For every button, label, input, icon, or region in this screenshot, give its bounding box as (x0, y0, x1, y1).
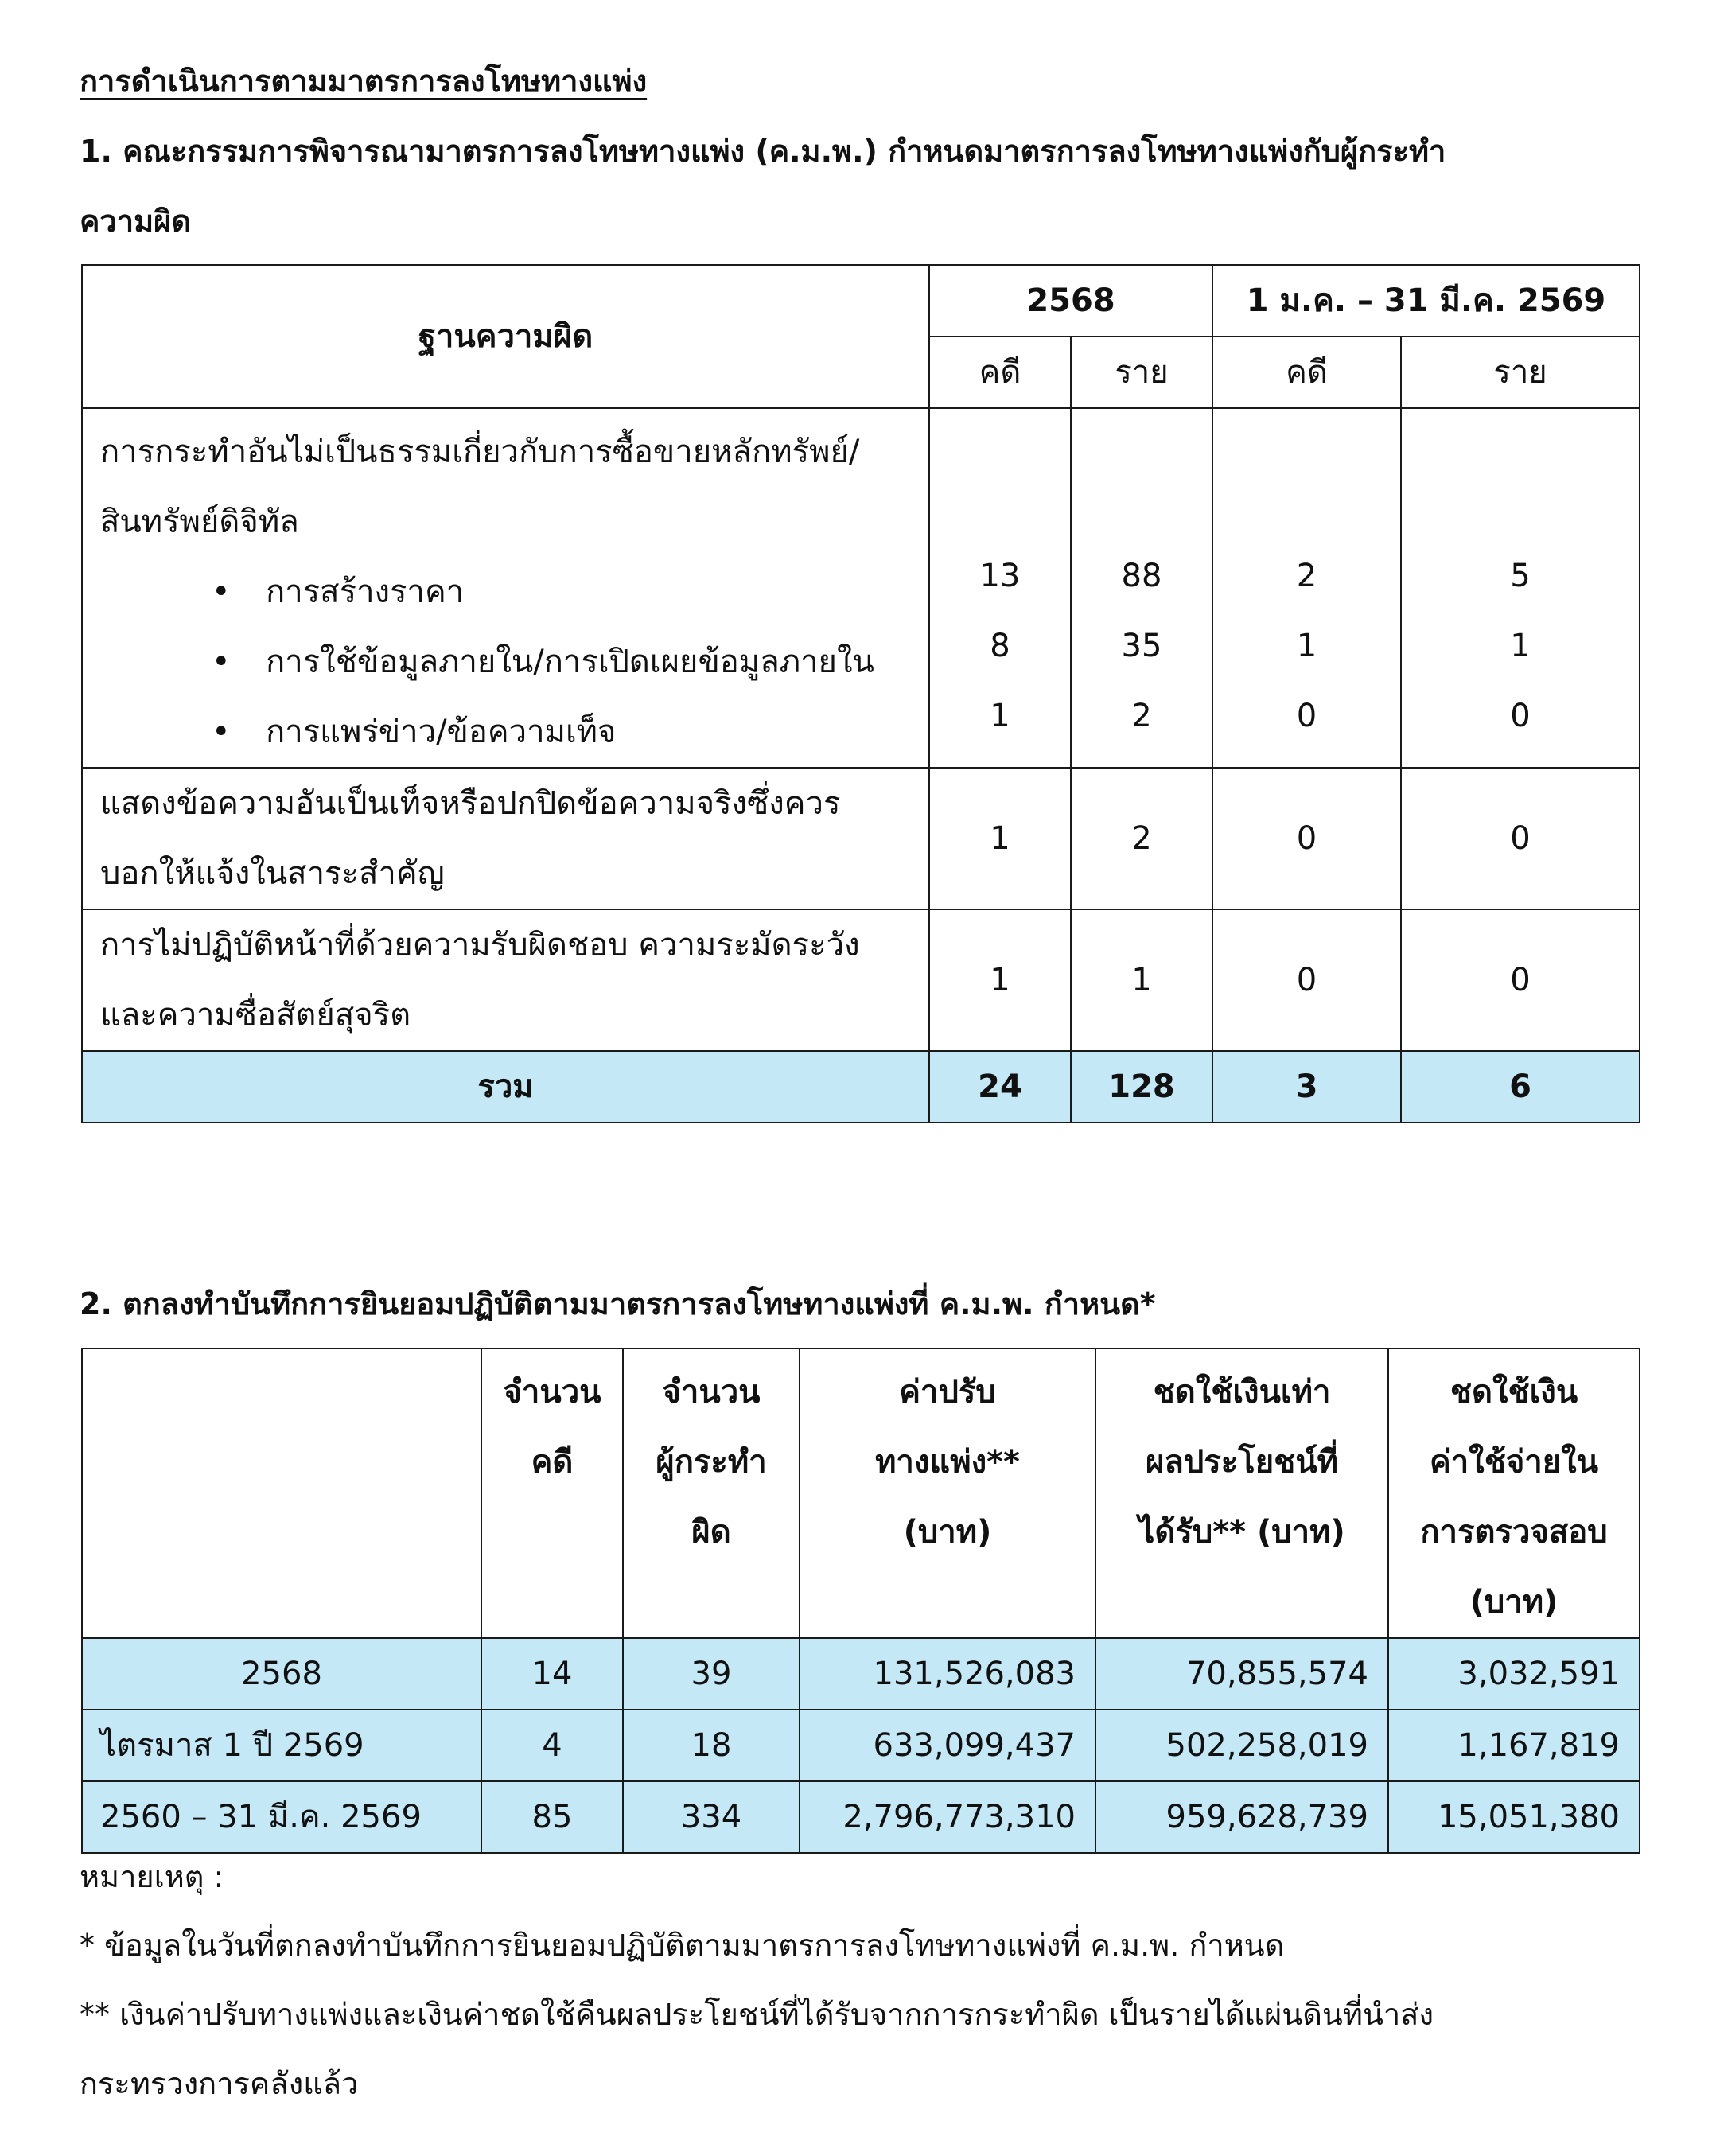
benefit-cell: 502,258,019 (1095, 1710, 1388, 1781)
note-2-continued: กระทรวงการคลังแล้ว (80, 2066, 359, 2101)
bullet-icon: • (212, 574, 231, 610)
cases-2568-cell: 1 (929, 768, 1071, 909)
total-cases-2568: 24 (929, 1051, 1071, 1123)
list-item: • การใช้ข้อมูลภายใน/การเปิดเผยข้อมูลภายใน (100, 627, 928, 697)
fine-cell: 2,796,773,310 (800, 1781, 1095, 1853)
persons-2568-cell: 1 (1071, 909, 1212, 1051)
table-row (82, 1638, 1640, 1710)
table-row (82, 1710, 1640, 1781)
cases-2569-cell: 0 (1212, 909, 1401, 1051)
table-row (82, 408, 1640, 768)
unfair-trading-label (82, 408, 929, 768)
total-row (82, 1051, 1640, 1123)
notes-label: หมายเหตุ : (80, 1859, 224, 1894)
cases-cell: 4 (481, 1710, 623, 1781)
total-cases-2569: 3 (1212, 1051, 1401, 1123)
persons-2568-cell: 88 35 2 (1071, 408, 1212, 768)
header-period-2569: 1 ม.ค. – 31 มี.ค. 2569 (1212, 265, 1640, 337)
total-persons-2569: 6 (1401, 1051, 1640, 1123)
persons-2569-cell: 5 1 0 (1401, 408, 1640, 768)
header-cases: จำนวน คดี (481, 1348, 623, 1638)
header-cases-2569: คดี (1212, 337, 1401, 408)
bullet-icon: • (212, 714, 231, 750)
header-offense-basis: ฐานความผิด (82, 265, 929, 408)
cases-cell: 85 (481, 1781, 623, 1853)
fine-cell: 131,526,083 (800, 1638, 1095, 1710)
false-statement-label: แสดงข้อความอันเป็นเท็จหรือปกปิดข้อความจริงซึ่งควร บอกให้แจ้งในสาระสำคัญ (82, 768, 929, 909)
header-year-2568: 2568 (929, 265, 1212, 337)
header-investigation-expense: ชดใช้เงิน ค่าใช้จ่ายใน การตรวจสอบ (บาท) (1388, 1348, 1640, 1638)
header-civil-fine: ค่าปรับ ทางแพ่ง** (บาท) (800, 1348, 1095, 1638)
header-persons-2569: ราย (1401, 337, 1640, 408)
cases-2569-cell: 0 (1212, 768, 1401, 909)
expense-cell: 1,167,819 (1388, 1710, 1640, 1781)
table-row (82, 1781, 1640, 1853)
unfair-trading-label-line2: สินทรัพย์ดิจิทัล (100, 504, 299, 540)
offenders-cell: 334 (623, 1781, 800, 1853)
persons-2569-cell: 0 (1401, 909, 1640, 1051)
note-1: * ข้อมูลในวันที่ตกลงทำบันทึกการยินยอมปฏิบัติตามมาตรการลงโทษทางแพ่งที่ ค.ม.พ. กำหนด (80, 1928, 1285, 1963)
period-cell: 2560 – 31 มี.ค. 2569 (82, 1781, 481, 1853)
persons-2569-cell: 0 (1401, 768, 1640, 909)
expense-cell: 15,051,380 (1388, 1781, 1640, 1853)
cases-cell: 14 (481, 1638, 623, 1710)
expense-cell: 3,032,591 (1388, 1638, 1640, 1710)
settlement-table (81, 1348, 1640, 1854)
duty-failure-label: การไม่ปฏิบัติหน้าที่ด้วยความรับผิดชอบ ความระมัดระวัง และความซื่อสัตย์สุจริต (82, 909, 929, 1051)
header-offenders: จำนวน ผู้กระทำ ผิด (623, 1348, 800, 1638)
cases-2568-cell: 1 (929, 909, 1071, 1051)
persons-2568-cell: 2 (1071, 768, 1212, 909)
settlement-header-row (82, 1348, 1640, 1638)
total-label: รวม (82, 1051, 929, 1123)
table-row (82, 768, 1640, 909)
offenders-cell: 39 (623, 1638, 800, 1710)
cases-2569-cell: 2 1 0 (1212, 408, 1401, 768)
cases-2568-cell: 13 8 1 (929, 408, 1071, 768)
section1-heading: 1. คณะกรรมการพิจารณามาตรการลงโทษทางแพ่ง (ค.ม.พ.) กำหนดมาตรการลงโทษทางแพ่งกับผู้กระทำ (80, 134, 1446, 169)
header-blank (82, 1348, 481, 1638)
header-cases-2568: คดี (929, 337, 1071, 408)
header-benefit-compensation: ชดใช้เงินเท่า ผลประโยชน์ที่ ได้รับ** (บาท) (1095, 1348, 1388, 1638)
benefit-cell: 70,855,574 (1095, 1638, 1388, 1710)
fine-cell: 633,099,437 (800, 1710, 1095, 1781)
bullet-icon: • (212, 644, 231, 680)
unfair-trading-label-line1: การกระทำอันไม่เป็นธรรมเกี่ยวกับการซื้อขายหลักทรัพย์/ (100, 434, 860, 470)
list-item: • การแพร่ข่าว/ข้อความเท็จ (100, 697, 928, 767)
offenders-cell: 18 (623, 1710, 800, 1781)
period-cell: 2568 (82, 1638, 481, 1710)
civil-sanction-offense-table (81, 264, 1640, 1123)
note-2: ** เงินค่าปรับทางแพ่งและเงินค่าชดใช้คืนผลประโยชน์ที่ได้รับจากการกระทำผิด เป็นรายได้แผ่นดินที่นำส่ง (80, 1997, 1434, 2032)
total-persons-2568: 128 (1071, 1051, 1212, 1123)
table-row (82, 909, 1640, 1051)
period-cell: ไตรมาส 1 ปี 2569 (82, 1710, 481, 1781)
section1-heading-continued: ความผิด (80, 204, 192, 239)
document-title: การดำเนินการตามมาตรการลงโทษทางแพ่ง (80, 64, 648, 99)
header-persons-2568: ราย (1071, 337, 1212, 408)
list-item: • การสร้างราคา (100, 557, 928, 627)
section2-heading: 2. ตกลงทำบันทึกการยินยอมปฏิบัติตามมาตรการลงโทษทางแพ่งที่ ค.ม.พ. กำหนด* (80, 1286, 1156, 1321)
benefit-cell: 959,628,739 (1095, 1781, 1388, 1853)
